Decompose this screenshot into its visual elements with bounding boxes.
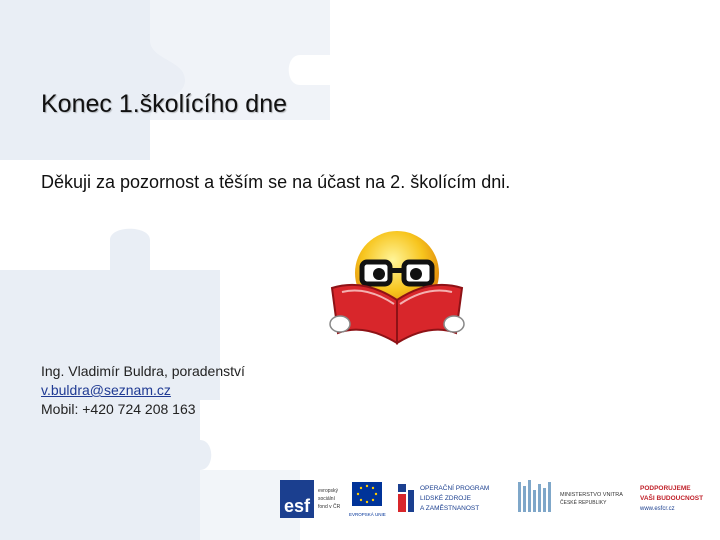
svg-text:fond v ČR: fond v ČR [318,504,341,510]
svg-text:OPERAČNÍ PROGRAM: OPERAČNÍ PROGRAM [420,485,490,492]
footer-logo-strip [276,476,716,522]
op-lzz-logo [398,483,489,512]
svg-text:MINISTERSTVO VNITRA: MINISTERSTVO VNITRA [560,492,623,498]
svg-text:ČESKÉ REPUBLIKY: ČESKÉ REPUBLIKY [560,500,607,506]
contact-block [41,362,245,419]
slide-subtitle: Děkuji za pozornost a těším se na účast na 2. školícím dni. [41,172,511,192]
svg-text:PODPORUJEME: PODPORUJEME [640,485,691,492]
svg-text:sociální: sociální [318,496,335,502]
smiley-reading-book-icon [322,228,472,348]
svg-text:evropský: evropský [318,488,339,494]
contact-email-link[interactable]: v.buldra@seznam.cz [41,382,171,398]
ministry-logo [518,480,623,512]
svg-text:EVROPSKÁ UNIE: EVROPSKÁ UNIE [349,512,386,517]
eu-flag-logo [349,482,386,517]
contact-phone: Mobil: +420 724 208 163 [41,401,196,417]
esf-logo [280,480,341,518]
svg-text:www.esfcr.cz: www.esfcr.cz [640,506,675,512]
svg-text:esf: esf [284,496,311,516]
svg-text:VAŠI BUDOUCNOST: VAŠI BUDOUCNOST [640,495,704,502]
slide-title: Konec 1.školícího dne [41,90,287,118]
svg-text:A ZAMĚSTNANOST: A ZAMĚSTNANOST [420,505,480,512]
contact-name: Ing. Vladimír Buldra, poradenství [41,363,245,379]
svg-text:LIDSKÉ ZDROJE: LIDSKÉ ZDROJE [420,495,471,502]
support-future-logo [639,485,703,512]
